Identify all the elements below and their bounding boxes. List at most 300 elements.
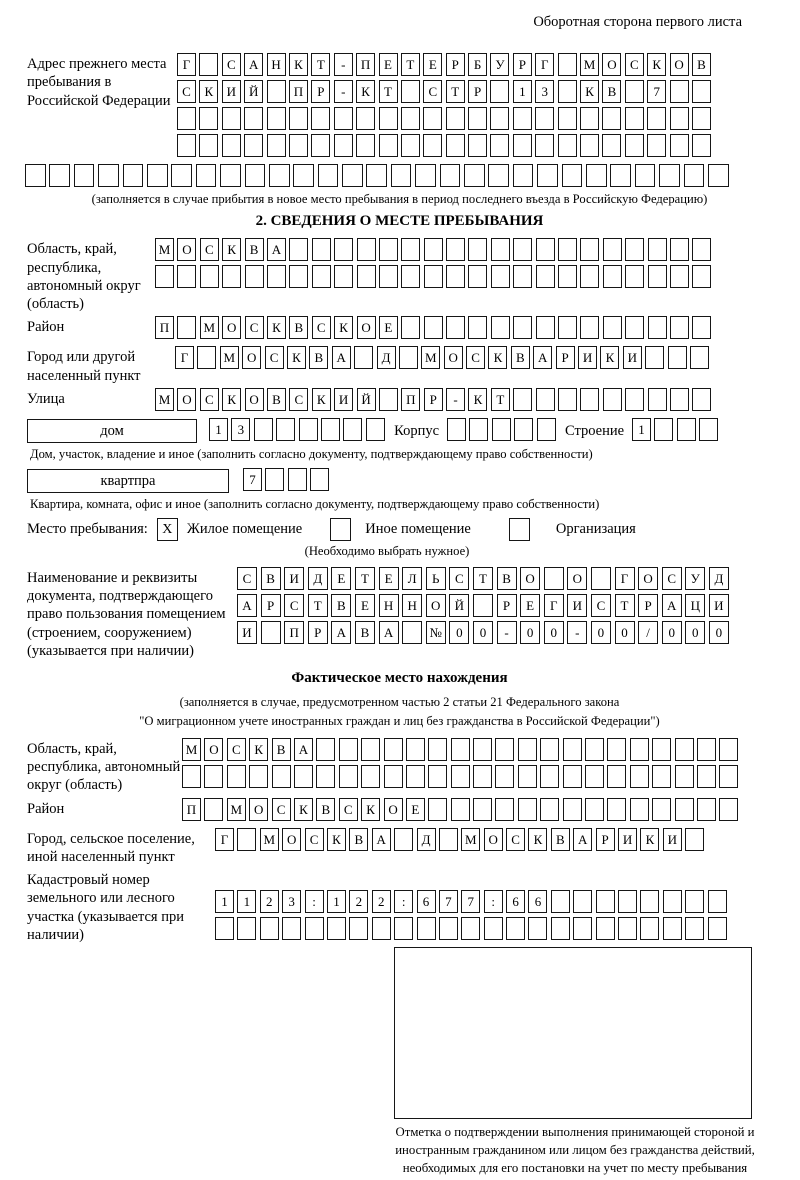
char-box[interactable]: Л bbox=[402, 567, 422, 590]
char-box[interactable] bbox=[585, 738, 604, 761]
char-box[interactable] bbox=[677, 418, 696, 441]
char-box[interactable]: Р bbox=[513, 53, 532, 76]
char-box[interactable] bbox=[464, 164, 485, 187]
char-box[interactable] bbox=[607, 738, 626, 761]
char-box[interactable]: Р bbox=[596, 828, 615, 851]
char-box[interactable] bbox=[580, 238, 599, 261]
char-box[interactable]: К bbox=[289, 53, 308, 76]
checkbox-zhiloe-pomeshchenie[interactable]: X bbox=[157, 518, 178, 541]
char-box[interactable] bbox=[401, 107, 420, 130]
char-box[interactable]: О bbox=[638, 567, 658, 590]
char-box[interactable] bbox=[514, 418, 533, 441]
char-box[interactable]: О bbox=[177, 388, 196, 411]
char-box[interactable]: Р bbox=[261, 594, 281, 617]
char-row-rayon[interactable] bbox=[155, 316, 715, 340]
char-box[interactable] bbox=[356, 107, 375, 130]
char-box[interactable] bbox=[537, 418, 556, 441]
char-box[interactable] bbox=[585, 765, 604, 788]
char-box[interactable]: П bbox=[284, 621, 304, 644]
char-row-prev-full[interactable] bbox=[25, 164, 772, 188]
char-box[interactable]: Й bbox=[357, 388, 376, 411]
char-box[interactable] bbox=[540, 765, 559, 788]
char-box[interactable] bbox=[312, 238, 331, 261]
char-box[interactable] bbox=[654, 418, 673, 441]
char-box[interactable] bbox=[267, 265, 286, 288]
char-box[interactable] bbox=[177, 134, 196, 157]
char-box[interactable]: С bbox=[625, 53, 644, 76]
char-box[interactable] bbox=[334, 238, 353, 261]
char-box[interactable] bbox=[402, 621, 422, 644]
char-box[interactable] bbox=[490, 80, 509, 103]
char-box[interactable]: А bbox=[294, 738, 313, 761]
char-box[interactable]: Т bbox=[311, 53, 330, 76]
char-box[interactable] bbox=[428, 765, 447, 788]
char-box[interactable]: С bbox=[177, 80, 196, 103]
char-box[interactable] bbox=[25, 164, 46, 187]
char-box[interactable]: 1 bbox=[327, 890, 346, 913]
char-box[interactable]: - bbox=[446, 388, 465, 411]
char-box[interactable] bbox=[536, 238, 555, 261]
char-box[interactable] bbox=[563, 765, 582, 788]
char-box[interactable] bbox=[269, 164, 290, 187]
char-box[interactable]: Т bbox=[379, 80, 398, 103]
char-box[interactable] bbox=[123, 164, 144, 187]
char-box[interactable] bbox=[406, 765, 425, 788]
char-box[interactable]: И bbox=[663, 828, 682, 851]
char-box[interactable]: 0 bbox=[473, 621, 493, 644]
char-box[interactable] bbox=[282, 917, 301, 940]
char-box[interactable] bbox=[648, 388, 667, 411]
char-box[interactable]: С bbox=[245, 316, 264, 339]
char-box[interactable] bbox=[366, 164, 387, 187]
char-box[interactable] bbox=[267, 107, 286, 130]
char-box[interactable] bbox=[401, 265, 420, 288]
char-box[interactable] bbox=[321, 418, 340, 441]
char-box[interactable] bbox=[697, 738, 716, 761]
char-box[interactable]: 6 bbox=[528, 890, 547, 913]
char-box[interactable] bbox=[468, 238, 487, 261]
char-box[interactable]: О bbox=[222, 316, 241, 339]
char-box[interactable] bbox=[220, 164, 241, 187]
char-box[interactable]: О bbox=[444, 346, 463, 369]
char-box[interactable] bbox=[299, 418, 318, 441]
char-box[interactable] bbox=[451, 798, 470, 821]
char-box[interactable] bbox=[316, 765, 335, 788]
char-box[interactable] bbox=[573, 917, 592, 940]
char-box[interactable] bbox=[602, 134, 621, 157]
char-box[interactable]: К bbox=[640, 828, 659, 851]
char-box[interactable]: Г bbox=[535, 53, 554, 76]
char-box[interactable] bbox=[518, 738, 537, 761]
char-box[interactable] bbox=[244, 134, 263, 157]
char-box[interactable] bbox=[640, 917, 659, 940]
char-box[interactable]: В bbox=[316, 798, 335, 821]
char-box[interactable]: И bbox=[222, 80, 241, 103]
char-box[interactable] bbox=[357, 265, 376, 288]
char-box[interactable]: Р bbox=[556, 346, 575, 369]
char-box[interactable] bbox=[513, 388, 532, 411]
char-box[interactable] bbox=[401, 80, 420, 103]
char-box[interactable] bbox=[49, 164, 70, 187]
char-row-cadastre-2[interactable] bbox=[215, 917, 730, 941]
char-box[interactable]: Ц bbox=[685, 594, 705, 617]
char-row-oblast-2[interactable] bbox=[155, 265, 715, 289]
char-box[interactable]: : bbox=[394, 890, 413, 913]
char-box[interactable] bbox=[200, 265, 219, 288]
char-box[interactable] bbox=[199, 107, 218, 130]
char-box[interactable]: В bbox=[511, 346, 530, 369]
char-box[interactable]: Е bbox=[379, 316, 398, 339]
char-box[interactable]: В bbox=[245, 238, 264, 261]
char-box[interactable]: В bbox=[355, 621, 375, 644]
char-box[interactable]: С bbox=[591, 594, 611, 617]
char-box[interactable]: К bbox=[334, 316, 353, 339]
char-box[interactable]: П bbox=[182, 798, 201, 821]
char-box[interactable] bbox=[670, 134, 689, 157]
char-box[interactable] bbox=[625, 265, 644, 288]
char-box[interactable] bbox=[289, 107, 308, 130]
char-box[interactable] bbox=[424, 265, 443, 288]
char-box[interactable]: Р bbox=[446, 53, 465, 76]
char-box[interactable]: Д bbox=[709, 567, 729, 590]
char-box[interactable]: С bbox=[200, 388, 219, 411]
char-box[interactable]: У bbox=[490, 53, 509, 76]
char-box[interactable]: И bbox=[237, 621, 257, 644]
char-box[interactable]: И bbox=[567, 594, 587, 617]
char-box[interactable] bbox=[372, 917, 391, 940]
char-box[interactable]: Р bbox=[468, 80, 487, 103]
char-box[interactable]: О bbox=[670, 53, 689, 76]
char-box[interactable] bbox=[675, 798, 694, 821]
char-box[interactable] bbox=[182, 765, 201, 788]
char-box[interactable] bbox=[473, 798, 492, 821]
char-box[interactable] bbox=[222, 134, 241, 157]
char-box[interactable]: С bbox=[449, 567, 469, 590]
char-box[interactable] bbox=[602, 107, 621, 130]
char-box[interactable]: Г bbox=[175, 346, 194, 369]
char-box[interactable] bbox=[289, 134, 308, 157]
char-box[interactable] bbox=[670, 238, 689, 261]
char-box[interactable]: В bbox=[497, 567, 517, 590]
char-box[interactable]: О bbox=[484, 828, 503, 851]
char-box[interactable] bbox=[670, 265, 689, 288]
char-box[interactable]: Т bbox=[446, 80, 465, 103]
char-box[interactable] bbox=[439, 828, 458, 851]
char-box[interactable]: 0 bbox=[449, 621, 469, 644]
char-box[interactable]: Р bbox=[424, 388, 443, 411]
char-box[interactable] bbox=[288, 468, 307, 491]
char-box[interactable]: Г bbox=[544, 594, 564, 617]
char-box[interactable]: К bbox=[468, 388, 487, 411]
char-box[interactable] bbox=[293, 164, 314, 187]
char-row-gorod[interactable] bbox=[175, 346, 712, 370]
char-box[interactable]: А bbox=[662, 594, 682, 617]
char-box[interactable]: М bbox=[260, 828, 279, 851]
char-box[interactable] bbox=[513, 107, 532, 130]
char-box[interactable]: М bbox=[227, 798, 246, 821]
char-box[interactable] bbox=[670, 388, 689, 411]
char-box[interactable] bbox=[506, 917, 525, 940]
char-box[interactable] bbox=[563, 798, 582, 821]
char-box[interactable] bbox=[495, 765, 514, 788]
char-box[interactable]: № bbox=[426, 621, 446, 644]
char-box[interactable]: С bbox=[237, 567, 257, 590]
char-box[interactable] bbox=[261, 621, 281, 644]
char-box[interactable] bbox=[708, 917, 727, 940]
char-box[interactable] bbox=[349, 917, 368, 940]
char-box[interactable] bbox=[74, 164, 95, 187]
char-box[interactable] bbox=[540, 738, 559, 761]
char-box[interactable] bbox=[692, 388, 711, 411]
char-box[interactable] bbox=[379, 265, 398, 288]
char-box[interactable]: О bbox=[249, 798, 268, 821]
char-box[interactable] bbox=[558, 265, 577, 288]
char-box[interactable] bbox=[177, 316, 196, 339]
char-box[interactable]: Т bbox=[308, 594, 328, 617]
char-box[interactable]: О bbox=[520, 567, 540, 590]
char-box[interactable] bbox=[625, 238, 644, 261]
char-box[interactable]: С bbox=[222, 53, 241, 76]
char-box[interactable] bbox=[551, 890, 570, 913]
char-row-fact-gorod[interactable] bbox=[215, 828, 708, 852]
char-box[interactable]: 6 bbox=[417, 890, 436, 913]
char-box[interactable] bbox=[357, 238, 376, 261]
char-box[interactable]: Е bbox=[406, 798, 425, 821]
char-box[interactable] bbox=[603, 238, 622, 261]
char-box[interactable]: П bbox=[155, 316, 174, 339]
char-box[interactable] bbox=[339, 765, 358, 788]
char-box[interactable] bbox=[563, 738, 582, 761]
char-box[interactable] bbox=[267, 80, 286, 103]
char-box[interactable]: У bbox=[685, 567, 705, 590]
char-box[interactable] bbox=[652, 765, 671, 788]
char-box[interactable] bbox=[663, 890, 682, 913]
char-box[interactable] bbox=[540, 798, 559, 821]
char-box[interactable]: П bbox=[401, 388, 420, 411]
char-box[interactable]: 2 bbox=[260, 890, 279, 913]
char-box[interactable]: В bbox=[331, 594, 351, 617]
char-box[interactable]: С bbox=[284, 594, 304, 617]
char-box[interactable] bbox=[528, 917, 547, 940]
char-box[interactable] bbox=[719, 798, 738, 821]
char-box[interactable]: А bbox=[331, 621, 351, 644]
char-box[interactable]: М bbox=[182, 738, 201, 761]
char-box[interactable] bbox=[451, 738, 470, 761]
char-box[interactable] bbox=[625, 316, 644, 339]
char-box[interactable] bbox=[222, 265, 241, 288]
char-box[interactable] bbox=[625, 134, 644, 157]
char-box[interactable]: Р bbox=[638, 594, 658, 617]
char-box[interactable] bbox=[147, 164, 168, 187]
char-box[interactable]: В bbox=[309, 346, 328, 369]
char-box[interactable] bbox=[652, 798, 671, 821]
char-box[interactable] bbox=[558, 238, 577, 261]
char-box[interactable] bbox=[607, 765, 626, 788]
char-box[interactable]: 0 bbox=[520, 621, 540, 644]
char-box[interactable] bbox=[391, 164, 412, 187]
char-box[interactable] bbox=[366, 418, 385, 441]
char-box[interactable]: Р bbox=[308, 621, 328, 644]
char-box[interactable]: Т bbox=[355, 567, 375, 590]
char-box[interactable] bbox=[222, 107, 241, 130]
char-box[interactable] bbox=[648, 316, 667, 339]
char-box[interactable] bbox=[675, 765, 694, 788]
char-box[interactable]: И bbox=[623, 346, 642, 369]
char-box[interactable]: М bbox=[155, 388, 174, 411]
char-box[interactable]: А bbox=[267, 238, 286, 261]
char-box[interactable] bbox=[518, 798, 537, 821]
char-box[interactable] bbox=[379, 134, 398, 157]
char-box[interactable] bbox=[305, 917, 324, 940]
char-box[interactable] bbox=[535, 107, 554, 130]
char-box[interactable] bbox=[265, 468, 284, 491]
char-box[interactable] bbox=[446, 265, 465, 288]
char-box[interactable] bbox=[685, 917, 704, 940]
char-box[interactable] bbox=[640, 890, 659, 913]
char-box[interactable] bbox=[580, 388, 599, 411]
char-box[interactable] bbox=[684, 164, 705, 187]
char-box[interactable] bbox=[289, 238, 308, 261]
char-box[interactable] bbox=[197, 346, 216, 369]
char-box[interactable]: О bbox=[282, 828, 301, 851]
char-box[interactable] bbox=[625, 388, 644, 411]
char-box[interactable] bbox=[618, 917, 637, 940]
char-box[interactable]: Е bbox=[379, 53, 398, 76]
char-box[interactable]: В bbox=[261, 567, 281, 590]
char-box[interactable]: С bbox=[272, 798, 291, 821]
char-box[interactable]: Б bbox=[468, 53, 487, 76]
char-box[interactable]: Р bbox=[311, 80, 330, 103]
char-box[interactable]: 7 bbox=[461, 890, 480, 913]
char-box[interactable]: Д bbox=[377, 346, 396, 369]
char-box[interactable] bbox=[446, 316, 465, 339]
char-box[interactable] bbox=[685, 828, 704, 851]
char-box[interactable] bbox=[536, 265, 555, 288]
char-box[interactable] bbox=[468, 107, 487, 130]
char-box[interactable]: О bbox=[357, 316, 376, 339]
char-box[interactable]: О bbox=[245, 388, 264, 411]
char-box[interactable]: Е bbox=[379, 567, 399, 590]
char-box[interactable] bbox=[318, 164, 339, 187]
char-box[interactable]: В bbox=[267, 388, 286, 411]
char-box[interactable] bbox=[428, 738, 447, 761]
char-box[interactable] bbox=[401, 134, 420, 157]
char-box[interactable] bbox=[289, 265, 308, 288]
char-box[interactable] bbox=[98, 164, 119, 187]
char-row-korpus[interactable] bbox=[447, 418, 559, 442]
char-box[interactable]: С bbox=[265, 346, 284, 369]
char-box[interactable] bbox=[237, 828, 256, 851]
char-box[interactable] bbox=[603, 316, 622, 339]
char-box[interactable] bbox=[630, 738, 649, 761]
char-box[interactable]: 0 bbox=[615, 621, 635, 644]
char-box[interactable] bbox=[699, 418, 718, 441]
char-box[interactable] bbox=[423, 134, 442, 157]
char-box[interactable] bbox=[645, 346, 664, 369]
char-box[interactable] bbox=[647, 107, 666, 130]
char-box[interactable] bbox=[406, 738, 425, 761]
char-box[interactable] bbox=[171, 164, 192, 187]
char-box[interactable]: С bbox=[312, 316, 331, 339]
char-box[interactable]: С bbox=[466, 346, 485, 369]
char-box[interactable] bbox=[461, 917, 480, 940]
char-box[interactable] bbox=[692, 316, 711, 339]
char-box[interactable]: О bbox=[204, 738, 223, 761]
char-box[interactable] bbox=[625, 80, 644, 103]
char-box[interactable] bbox=[199, 134, 218, 157]
char-box[interactable]: К bbox=[249, 738, 268, 761]
char-box[interactable]: А bbox=[533, 346, 552, 369]
char-box[interactable] bbox=[177, 107, 196, 130]
char-box[interactable] bbox=[451, 765, 470, 788]
char-box[interactable] bbox=[491, 238, 510, 261]
char-box[interactable] bbox=[196, 164, 217, 187]
char-box[interactable] bbox=[310, 468, 329, 491]
char-box[interactable] bbox=[708, 164, 729, 187]
char-box[interactable] bbox=[603, 388, 622, 411]
char-box[interactable] bbox=[630, 798, 649, 821]
char-box[interactable]: А bbox=[573, 828, 592, 851]
char-box[interactable]: Г bbox=[177, 53, 196, 76]
char-box[interactable] bbox=[440, 164, 461, 187]
char-box[interactable]: К bbox=[287, 346, 306, 369]
char-box[interactable] bbox=[573, 890, 592, 913]
char-box[interactable] bbox=[423, 107, 442, 130]
char-box[interactable] bbox=[379, 107, 398, 130]
char-box[interactable] bbox=[536, 388, 555, 411]
char-box[interactable] bbox=[535, 134, 554, 157]
char-box[interactable]: 1 bbox=[215, 890, 234, 913]
char-box[interactable] bbox=[635, 164, 656, 187]
char-box[interactable] bbox=[648, 238, 667, 261]
char-row-doc-3[interactable] bbox=[237, 621, 732, 645]
char-box[interactable] bbox=[513, 238, 532, 261]
char-box[interactable] bbox=[342, 164, 363, 187]
char-row-fact-rayon[interactable] bbox=[182, 798, 742, 822]
char-box[interactable] bbox=[401, 238, 420, 261]
char-box[interactable] bbox=[596, 890, 615, 913]
char-box[interactable]: П bbox=[356, 53, 375, 76]
char-row-prev-3[interactable] bbox=[177, 107, 714, 131]
char-box[interactable] bbox=[585, 798, 604, 821]
char-box[interactable]: М bbox=[580, 53, 599, 76]
char-box[interactable] bbox=[513, 316, 532, 339]
char-box[interactable]: 7 bbox=[439, 890, 458, 913]
char-box[interactable]: 0 bbox=[662, 621, 682, 644]
char-row-prev-2[interactable] bbox=[177, 80, 714, 104]
char-box[interactable] bbox=[468, 265, 487, 288]
char-box[interactable] bbox=[488, 164, 509, 187]
char-box[interactable]: О bbox=[177, 238, 196, 261]
char-box[interactable] bbox=[652, 738, 671, 761]
char-box[interactable]: П bbox=[289, 80, 308, 103]
char-box[interactable] bbox=[316, 738, 335, 761]
char-box[interactable]: - bbox=[334, 80, 353, 103]
char-box[interactable] bbox=[334, 107, 353, 130]
char-box[interactable] bbox=[558, 107, 577, 130]
char-box[interactable] bbox=[580, 316, 599, 339]
char-box[interactable]: К bbox=[647, 53, 666, 76]
char-box[interactable] bbox=[513, 265, 532, 288]
char-box[interactable] bbox=[544, 567, 564, 590]
char-box[interactable] bbox=[685, 890, 704, 913]
char-box[interactable] bbox=[267, 134, 286, 157]
char-box[interactable]: Н bbox=[402, 594, 422, 617]
char-box[interactable] bbox=[495, 798, 514, 821]
char-row-prev-1[interactable] bbox=[177, 53, 714, 77]
char-box[interactable]: 1 bbox=[209, 418, 228, 441]
char-row-stroenie[interactable] bbox=[632, 418, 722, 442]
